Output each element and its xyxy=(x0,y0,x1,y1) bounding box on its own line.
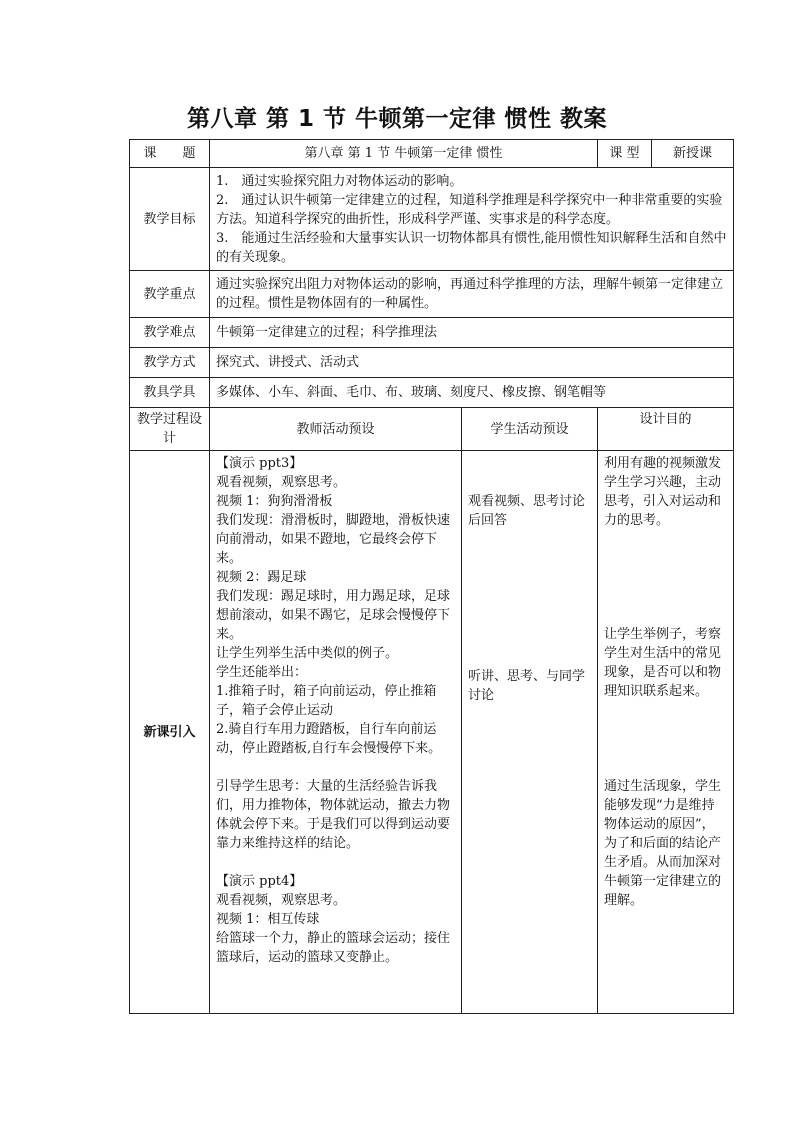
row-intro xyxy=(130,451,734,1014)
lesson-type-value: 新授课 xyxy=(652,140,734,168)
design-purpose xyxy=(598,451,734,1014)
topic-label: 课 题 xyxy=(130,140,210,168)
row-goals xyxy=(130,168,734,271)
row-process-header xyxy=(130,408,734,451)
teacher-line: 给篮球一个力，静止的篮球会运动；接住篮球后，运动的篮球又变静止。 xyxy=(216,931,451,965)
student-activity-header: 学生活动预设 xyxy=(462,408,598,451)
spacer xyxy=(468,454,591,492)
goals-label: 教学目标 xyxy=(130,168,210,271)
student-line: 听讲、思考、与同学讨论 xyxy=(468,669,586,703)
student-line: 观看视频、思考讨论后回答 xyxy=(468,494,586,528)
intro-label: 新课引入 xyxy=(130,451,210,1014)
teacher-line: 观看视频，观察思考。 xyxy=(216,893,347,908)
page-title: 第八章 第 1 节 牛顿第一定律 惯性 教案 xyxy=(186,106,608,132)
goal-item: 1. 通过实验探究阻力对物体运动的影响。 xyxy=(216,173,463,189)
teacher-line: 【演示 ppt4】 xyxy=(216,874,303,889)
teacher-line: 让学生列举生活中类似的例子。 xyxy=(216,646,399,661)
process-label: 教学过程设计 xyxy=(130,408,210,451)
student-activity xyxy=(462,451,598,1014)
row-key-points xyxy=(130,271,734,318)
lesson-type-label: 课 型 xyxy=(598,140,652,168)
spacer xyxy=(604,701,727,777)
teacher-activity-header: 教师活动预设 xyxy=(210,408,462,451)
spacer xyxy=(604,530,727,625)
row-difficulties xyxy=(130,318,734,348)
teacher-line: 观看视频，观察思考。 xyxy=(216,475,347,490)
purpose-line: 让学生举例子，考察学生对生活中的常见现象，是否可以和物理知识联系起来。 xyxy=(604,627,722,699)
teacher-line: 引导学生思考：大量的生活经验告诉我们，用力推物体，物体就运动，撤去力物体就会停下来。于是我们可以得到运动要靠力来维持这样的结论。 xyxy=(216,779,451,851)
difficulties-label: 教学难点 xyxy=(130,318,210,348)
teacher-line: 【演示 ppt3】 xyxy=(216,456,303,471)
tools-label: 教具学具 xyxy=(130,378,210,408)
goal-item: 2. 通过认识牛顿第一定律建立的过程，知道科学推理是科学探究中一种非常重要的实验方法。知道科学探究的曲折性，形成科学严谨、实事求是的科学态度。 xyxy=(216,192,723,227)
goal-item: 3. 能通过生活经验和大量事实认识一切物体都具有惯性,能用惯性知识解释生活和自然中的有关现象。 xyxy=(216,230,727,265)
purpose-header: 设计目的 xyxy=(598,408,734,451)
topic-value: 第八章 第 1 节 牛顿第一定律 惯性 xyxy=(210,140,598,168)
goals-content xyxy=(210,168,734,271)
teacher-line: 视频 1：相互传球 xyxy=(216,912,320,927)
methods-value: 探究式、讲授式、活动式 xyxy=(210,348,734,378)
spacer xyxy=(216,853,455,872)
key-points-value: 通过实验探究出阻力对物体运动的影响，再通过科学推理的方法，理解牛顿第一定律建立的过程。惯性是物体固有的一种属性。 xyxy=(210,271,734,318)
row-methods xyxy=(130,348,734,378)
spacer xyxy=(468,530,591,667)
teacher-line: 视频 2：踢足球 xyxy=(216,570,307,585)
teacher-line: 视频 1：狗狗滑滑板 xyxy=(216,494,333,509)
row-topic xyxy=(130,140,734,168)
spacer xyxy=(216,758,455,777)
teacher-line: 1.推箱子时，箱子向前运动，停止推箱子，箱子会停止运动 xyxy=(216,684,437,718)
lesson-plan-table xyxy=(129,139,734,1014)
teacher-line: 我们发现：踢足球时，用力踢足球，足球想前滚动，如果不踢它，足球会慢慢停下来。 xyxy=(216,589,451,642)
teacher-activity xyxy=(210,451,462,1014)
row-tools xyxy=(130,378,734,408)
key-points-label: 教学重点 xyxy=(130,271,210,318)
methods-label: 教学方式 xyxy=(130,348,210,378)
teacher-line: 2.骑自行车用力蹬踏板，自行车向前运动，停止蹬踏板,自行车会慢慢停下来。 xyxy=(216,722,442,756)
difficulties-value: 牛顿第一定律建立的过程；科学推理法 xyxy=(210,318,734,348)
purpose-line: 利用有趣的视频激发学生学习兴趣，主动思考，引入对运动和力的思考。 xyxy=(604,456,722,528)
tools-value: 多媒体、小车、斜面、毛巾、布、玻璃、刻度尺、橡皮擦、钢笔帽等 xyxy=(210,378,734,408)
teacher-line: 学生还能举出： xyxy=(216,665,308,680)
purpose-line: 通过生活现象，学生能够发现“力是维持物体运动的原因”，为了和后面的结论产生矛盾。从而加深对牛顿第一定律建立的理解。 xyxy=(604,779,722,908)
teacher-line: 我们发现：滑滑板时，脚蹬地，滑板快速向前滑动，如果不蹬地，它最终会停下来。 xyxy=(216,513,451,566)
